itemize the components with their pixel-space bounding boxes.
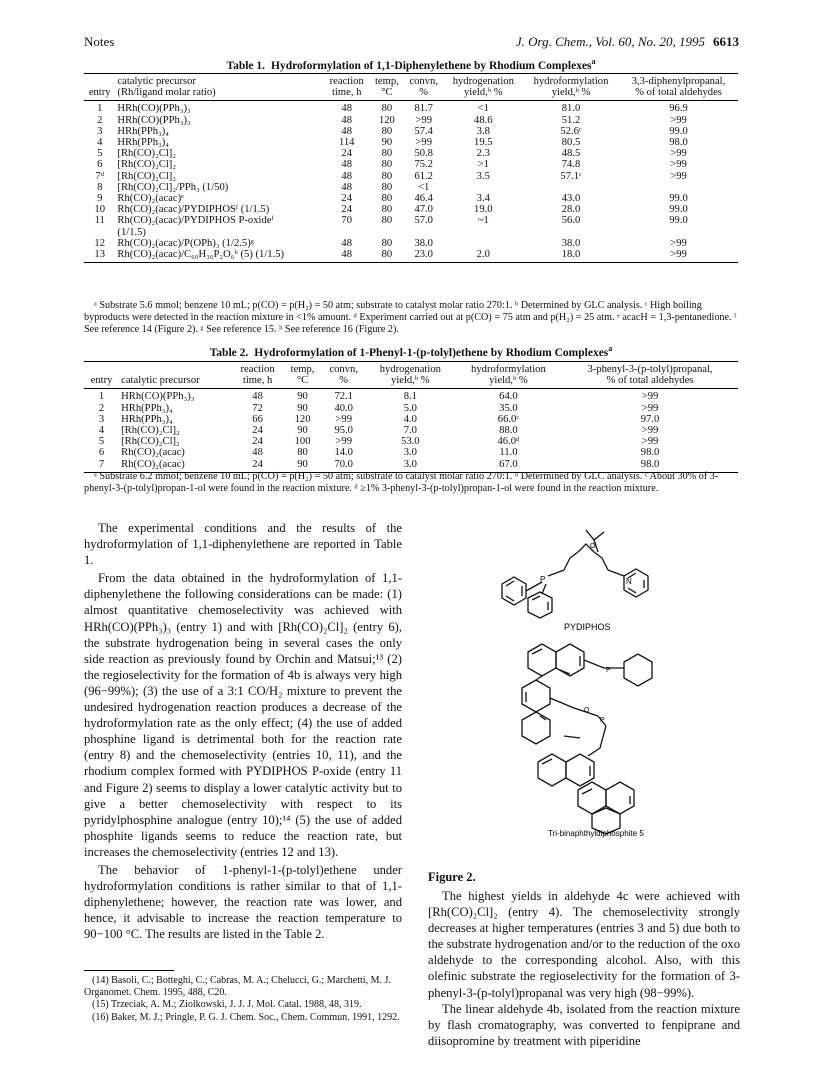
- table-cell: 88.0: [499, 425, 518, 437]
- table-cell: <1: [477, 103, 489, 115]
- table-cell: 70: [341, 215, 352, 227]
- column-header: °C: [370, 87, 404, 101]
- table1-header-top: [84, 74, 738, 88]
- table-cell: 6: [97, 159, 103, 171]
- table-cell: 57.1ᶜ: [560, 170, 582, 182]
- table-cell: 14.0: [334, 447, 353, 459]
- journal-citation: J. Org. Chem., Vol. 60, No. 20, 1995: [515, 34, 705, 49]
- table-cell: 81.0: [561, 103, 581, 115]
- column-header: yield,ᵇ %: [523, 87, 619, 101]
- table-cell: 2.3: [476, 148, 490, 160]
- table-cell: 6: [98, 447, 105, 459]
- table-cell: 97.0: [640, 413, 660, 425]
- table-cell: 80: [381, 193, 393, 205]
- table-cell: 114: [338, 137, 355, 149]
- column-header: yield,ᵇ %: [455, 375, 562, 389]
- column-header: time, h: [232, 375, 284, 389]
- table-cell: 8: [97, 181, 103, 193]
- table-cell: 120: [294, 413, 311, 425]
- table-cell: 7.0: [403, 425, 417, 437]
- table-row: [84, 101, 738, 115]
- table-row: [84, 171, 738, 182]
- column-header: 3,3-diphenylpropanal,: [619, 74, 738, 88]
- table-cell: Rh(CO)₂(acac): [119, 459, 231, 473]
- figure-2-structures: [428, 512, 740, 857]
- table-cell: 48: [341, 181, 352, 193]
- table-cell: 67.0: [455, 459, 562, 473]
- table-cell: 52.6ᶜ: [560, 125, 582, 137]
- pydiphos-structure: [502, 530, 648, 618]
- table-cell: 48: [252, 447, 263, 459]
- table-cell: >99: [415, 114, 432, 126]
- table-cell: 28.0: [561, 204, 581, 216]
- table-cell: 48: [341, 103, 352, 115]
- footnote-rule: [84, 970, 174, 971]
- table-cell: [Rh(CO)₂Cl]₂: [117, 148, 177, 160]
- table-cell: 48: [252, 391, 263, 403]
- table-cell: >99: [641, 391, 659, 403]
- table-cell: [Rh(CO)₂Cl]₂/PPh₃ (1/50): [117, 181, 229, 193]
- column-header: %: [322, 375, 366, 389]
- table-cell: 3.0: [403, 447, 417, 459]
- table1-title: [84, 57, 738, 72]
- table-row: [84, 425, 738, 436]
- table-cell: 3.5: [476, 170, 490, 182]
- table-row: [84, 182, 738, 193]
- table-cell: HRh(PPh₃)₄: [117, 125, 169, 137]
- table-cell: 80: [381, 181, 393, 193]
- table-cell: 66.0ᶜ: [497, 413, 520, 425]
- table-cell: <1: [418, 181, 430, 193]
- references: [84, 970, 402, 1024]
- column-header: hydroformylation: [455, 362, 562, 376]
- paragraph: The behavior of 1-phenyl-1-(p-tolyl)ethene under hydroformylation conditions is rather similar to that of 1,1-diphenylethene; however, the reaction rate was lower, and hence, it advisable to increase the reaction temperature to 90−100 °C. The results are listed in the Table 2.: [84, 862, 402, 942]
- table-cell: 47.0: [414, 204, 433, 216]
- table-cell: [444, 238, 523, 249]
- phosphorus-atom-label: P: [540, 575, 546, 584]
- column-header: yield,ᵇ %: [366, 375, 455, 389]
- table-cell: 13: [84, 249, 115, 263]
- column-header: yield,ᵇ %: [444, 87, 523, 101]
- table-row: [84, 215, 738, 226]
- table-cell: 7ᵈ: [95, 170, 104, 182]
- table-cell: [Rh(CO)₂Cl]₂: [121, 425, 180, 437]
- column-header: [119, 362, 231, 376]
- table-cell: [523, 227, 619, 238]
- table-row: [84, 249, 738, 263]
- table-row: [84, 204, 738, 215]
- table-cell: 24: [341, 193, 352, 205]
- table-cell: >99: [670, 159, 687, 171]
- table1-body: [84, 101, 738, 263]
- paragraph: The highest yields in aldehyde 4c were achieved with [Rh(CO)₂Cl]₂ (entry 4). The chemoselectivity strongly decreases at higher temperatures (entries 3 and 5) due both to the substrate hydrogenation and/or to the reduction of the oxo aldehyde to the corresponding alcohol. Also, with this olefinic substrate the regioselectivity for the formation of 3-phenyl-3-(p-tolyl)propanal was very high (98−99%).: [428, 889, 740, 1000]
- table-cell: 90: [284, 459, 322, 473]
- table1-footnote: ᵃ Substrate 5.6 mmol; benzene 10 mL; p(CO) = p(H₂) = 50 atm; substrate to catalyst molar ratio 270:1. ᵇ Determined by GLC analysis. ᶜ High boiling byproducts were detected in the reaction mixture in <1% amount. ᵈ Experiment carried out at p(CO) = 75 atm and p(H₂) = 25 atm. ᵉ acacH = 1,3-pentanedione. ᶠ See reference 14 (Figure 2). ᵍ See reference 15. ʰ See reference 16 (Figure 2).: [84, 300, 737, 335]
- table-cell: 64.0: [499, 391, 518, 403]
- table-cell: 1: [98, 391, 105, 403]
- table-cell: 24: [252, 436, 263, 448]
- table2-header-bottom: [84, 375, 738, 389]
- table-cell: 80: [381, 215, 393, 227]
- column-header: (Rh/ligand molar ratio): [115, 87, 323, 101]
- table-row: [84, 159, 738, 170]
- table-cell: 98.0: [640, 447, 660, 459]
- table-cell: 11: [94, 215, 105, 227]
- table1-header-bottom: [84, 87, 738, 101]
- table-cell: 81.7: [414, 103, 433, 115]
- table-cell: 46.4: [414, 193, 433, 205]
- column-header: hydroformylation: [523, 74, 619, 88]
- column-header: hydrogenation: [366, 362, 455, 376]
- phosphite-structure: [522, 644, 652, 834]
- table-cell: Rh(CO)₂(acac)ᵉ: [117, 193, 184, 205]
- table-cell: 51.2: [561, 114, 581, 126]
- table-cell: HRh(CO)(PPh₃)₃: [121, 391, 195, 403]
- paragraph: From the data obtained in the hydroformylation of 1,1-diphenylethene the following considerations can be made: (1) almost quantitative chemoselectivity was achieved with HRh(CO)(PPh₃)₃ (entry 1) and with [Rh(CO)₂Cl]₂ (entry 6), the substrate hydrogenation being in several cases the only side reaction as previously found by Orchin and Matsui;¹³ (2) the regioselectivity for the formation of 4b is always very high (96−99%); (3) the use of a 3:1 CO/H₂ mixture to prevent the undesired hydrogenation reaction produces a decrease of the hydroformylation rate as the only effect; (4) the use of added phosphine ligand is detrimental both for the reaction rate (entry 8) and the chemoselectivity (entries 10, 11), and the rhodium complex formed with PYDIPHOS P-oxide (entry 11 and Figure 2) seems to display a lower catalytic activity but to give a better chemoselectivity with respect to its pyridylphosphine analogue (entry 10);¹⁴ (5) the use of added phosphite ligands seems to reduce the reaction rate, but increases the chemoselectivity (entries 12 and 13).: [84, 571, 402, 859]
- table-row: [84, 403, 738, 414]
- table-cell: 48: [341, 170, 352, 182]
- table-cell: 80: [381, 125, 393, 137]
- reference-16: (16) Baker, M. J.; Pringle, P. G. J. Chem. Soc., Chem. Commun. 1991, 1292.: [92, 1011, 400, 1023]
- table-row: [84, 126, 738, 137]
- table-cell: 48: [341, 237, 352, 249]
- table-row: [84, 238, 738, 249]
- table-cell: 90: [297, 425, 308, 437]
- table-cell: 120: [378, 114, 395, 126]
- table-cell: [370, 227, 404, 238]
- table2-body: [84, 389, 738, 472]
- table-cell: 3: [97, 125, 103, 137]
- table2-title-sup: a: [608, 344, 613, 353]
- table-cell: Rh(CO)₂(acac)/PYDIPHOSᶠ (1/1.5): [117, 204, 270, 216]
- table-cell: 23.0: [404, 249, 444, 263]
- table-cell: HRh(PPh₃)₄: [121, 413, 173, 425]
- table1-title-text: Hydroformylation of 1,1-Diphenylethene by Rhodium Complexes: [271, 59, 592, 72]
- table-cell: [Rh(CO)₂Cl]₂: [121, 436, 180, 448]
- column-header: catalytic precursor: [115, 74, 323, 88]
- table-cell: 72.1: [334, 391, 353, 403]
- table-cell: 80: [370, 249, 404, 263]
- table-cell: 80: [381, 237, 393, 249]
- table-row: [84, 148, 738, 159]
- table-cell: 80: [381, 148, 393, 160]
- table-row: [84, 436, 738, 447]
- column-header: °C: [284, 375, 322, 389]
- table-cell: 50.8: [414, 148, 433, 160]
- table-cell: >1: [477, 159, 489, 171]
- table-cell: [84, 227, 115, 238]
- table-cell: >99: [335, 413, 352, 425]
- table2-title-text: Hydroformylation of 1-Phenyl-1-(p-tolyl)ethene by Rhodium Complexes: [254, 346, 609, 359]
- phosphite-label: Tri-binaphthyldiphosphite 5: [548, 829, 644, 838]
- table2: [84, 361, 738, 473]
- table-cell: 38.0: [414, 237, 433, 249]
- table-cell: 90: [297, 402, 308, 414]
- table-cell: 8.1: [403, 391, 417, 403]
- table-cell: 80: [381, 103, 393, 115]
- table-cell: 24: [341, 148, 352, 160]
- table-cell: 5: [98, 436, 105, 448]
- table-cell: 11.0: [499, 447, 518, 459]
- table2-header-top: [84, 362, 738, 376]
- table-cell: 12: [94, 237, 105, 249]
- table-cell: 72: [252, 402, 263, 414]
- table-cell: [619, 227, 738, 238]
- phosphite-o-label: O: [584, 707, 590, 714]
- table-row: [84, 227, 738, 238]
- table-cell: [Rh(CO)₂Cl]₂: [117, 170, 177, 182]
- figure-caption: Figure 2.: [428, 870, 476, 884]
- table-cell: [Rh(CO)₂Cl]₂: [117, 159, 177, 171]
- column-header: reaction: [232, 362, 284, 376]
- table-cell: 75.2: [414, 159, 433, 171]
- table-row: [84, 414, 738, 425]
- table-cell: 80: [381, 204, 393, 216]
- column-header: % of total aldehydes: [562, 375, 738, 389]
- oxygen-atom-label: O: [590, 543, 596, 550]
- table-cell: 24: [252, 425, 263, 437]
- pydiphos-label: PYDIPHOS: [564, 622, 611, 632]
- table-cell: 43.0: [561, 193, 581, 205]
- table-cell: 80: [381, 159, 393, 171]
- table-cell: [619, 182, 738, 193]
- table-cell: 96.9: [669, 103, 688, 115]
- table-row: [84, 115, 738, 126]
- table-cell: 48.6: [474, 114, 493, 126]
- table-cell: >99: [335, 436, 352, 448]
- running-head-journal: [516, 34, 739, 50]
- column-header: [84, 74, 115, 88]
- table-cell: >99: [670, 170, 687, 182]
- table-cell: 5.0: [403, 402, 417, 414]
- column-header: % of total aldehydes: [619, 87, 738, 101]
- table-cell: 100: [294, 436, 311, 448]
- table-cell: 48: [341, 159, 352, 171]
- table-cell: 7: [84, 459, 119, 473]
- table-cell: 74.8: [561, 159, 581, 171]
- page-number: 6613: [713, 34, 739, 49]
- table-cell: 40.0: [334, 402, 353, 414]
- table-cell: 80: [297, 447, 308, 459]
- table-cell: 80: [381, 170, 393, 182]
- table2-title: [84, 344, 738, 359]
- table-cell: 1: [97, 103, 103, 115]
- column-header: catalytic precursor: [119, 375, 231, 389]
- table2-footnotes: [84, 471, 738, 495]
- table-cell: 80.5: [561, 137, 581, 149]
- table-cell: Rh(CO)₂(acac)/PYDIPHOS P-oxideᶠ: [117, 215, 274, 227]
- table-cell: [404, 227, 444, 238]
- table-cell: 9: [97, 193, 103, 205]
- table-cell: [444, 227, 523, 238]
- column-header: temp,: [370, 74, 404, 88]
- table-row: [84, 447, 738, 458]
- table-cell: 38.0: [561, 237, 581, 249]
- table-cell: 53.0: [401, 436, 420, 448]
- table-cell: 3: [98, 413, 105, 425]
- table2-label: Table 2.: [209, 346, 249, 359]
- table-cell: HRh(CO)(PPh₃)₃: [117, 103, 191, 115]
- table-cell: 66: [252, 413, 263, 425]
- running-head-section: Notes: [84, 34, 115, 49]
- column-header: reaction: [323, 74, 369, 88]
- table-cell: 5: [97, 148, 103, 160]
- table-cell: 4: [98, 425, 105, 437]
- table-cell: 35.0: [499, 402, 518, 414]
- phosphite-p-label-bottom: P: [600, 717, 605, 724]
- column-header: time, h: [323, 87, 369, 101]
- table-cell: 48: [341, 125, 352, 137]
- reference-14: (14) Basoli, C.; Botteghi, C.; Cabras, M. A.; Chelucci, G.; Marchetti, M. J. Organomet. Chem. 1995, 488, C20.: [84, 975, 391, 999]
- column-header: [84, 362, 119, 376]
- table-cell: 4: [97, 137, 103, 149]
- table-cell: HRh(PPh₃)₄: [121, 402, 173, 414]
- table-cell: 48.5: [561, 148, 581, 160]
- table-cell: 56.0: [561, 215, 581, 227]
- table-cell: 46.0ᵈ: [497, 436, 520, 448]
- table-cell: 57.0: [414, 215, 433, 227]
- figure-2: [428, 512, 740, 857]
- table-cell: 19.0: [474, 204, 493, 216]
- column-header: entry: [84, 375, 119, 389]
- table-cell: 99.0: [669, 204, 688, 216]
- table-cell: 95.0: [334, 425, 353, 437]
- column-header: temp,: [284, 362, 322, 376]
- table-cell: >99: [670, 148, 687, 160]
- table-cell: 19.5: [474, 137, 493, 149]
- column-header: entry: [84, 87, 115, 101]
- table-cell: ~1: [477, 215, 489, 227]
- table-cell: >99: [641, 425, 659, 437]
- table-cell: >99: [641, 402, 659, 414]
- table-cell: 99.0: [669, 215, 688, 227]
- table1: [84, 73, 738, 263]
- body-text-left: [84, 520, 402, 944]
- table-row: [84, 137, 738, 148]
- column-header: hydrogenation: [444, 74, 523, 88]
- table-cell: HRh(CO)(PPh₃)₃: [117, 114, 191, 126]
- table-cell: (1/1.5): [117, 226, 146, 238]
- table-cell: >99: [670, 114, 687, 126]
- paragraph: The experimental conditions and the results of the hydroformylation of 1,1-diphenylethene are reported in Table 1.: [84, 521, 402, 568]
- table-cell: 10: [94, 204, 105, 216]
- table-cell: 61.2: [414, 170, 433, 182]
- column-header: 3-phenyl-3-(p-tolyl)propanal,: [562, 362, 738, 376]
- table-cell: 2.0: [444, 249, 523, 263]
- table-cell: 4.0: [403, 413, 417, 425]
- table-cell: 98.0: [562, 459, 738, 473]
- table-cell: 3.0: [366, 459, 455, 473]
- nitrogen-atom-label: N: [626, 577, 632, 586]
- table-cell: 24: [232, 459, 284, 473]
- reference-15: (15) Trzeciak, A. M.; Ziolkowski, J. J. J. Mol. Catal. 1988, 48, 319.: [92, 999, 362, 1011]
- table2-footnote: ᵃ Substrate 6.2 mmol; benzene 10 mL; p(CO) = p(H₂) = 50 atm; substrate to catalyst molar ratio 270:1. ᵇ Determined by GLC analysis. ᶜ About 30% of 3-phenyl-3-(p-tolyl)propan-1-ol were found in the reaction mixture. ᵈ ≥1% 3-phenyl-3-(p-tolyl)propan-1-ol were found in the reaction mixture.: [84, 471, 719, 494]
- column-header: convn,: [404, 74, 444, 88]
- table-cell: 48: [341, 114, 352, 126]
- table-cell: 24: [341, 204, 352, 216]
- table-cell: 99.0: [669, 193, 688, 205]
- table-row: [84, 389, 738, 403]
- table-row: [84, 193, 738, 204]
- table-cell: 48: [323, 249, 369, 263]
- table-cell: 2: [97, 114, 103, 126]
- table-cell: [523, 182, 619, 193]
- table-cell: 98.0: [669, 137, 688, 149]
- table-cell: 90: [381, 137, 393, 149]
- table-cell: HRh(PPh₃)₄: [117, 137, 169, 149]
- table-cell: 70.0: [322, 459, 366, 473]
- table-cell: >99: [641, 436, 659, 448]
- table-cell: 3.4: [476, 193, 490, 205]
- table-cell: Rh(CO)₂(acac)/P(OPh)₃ (1/2.5)ᵍ: [117, 237, 254, 249]
- table1-label: Table 1.: [226, 59, 266, 72]
- table1-title-sup: a: [591, 57, 596, 66]
- table-cell: >99: [670, 237, 687, 249]
- table-cell: 99.0: [669, 125, 688, 137]
- table1-footnotes: [84, 300, 738, 336]
- table-cell: 18.0: [523, 249, 619, 263]
- table-cell: [444, 182, 523, 193]
- table-cell: 90: [297, 391, 308, 403]
- table-cell: 3.8: [476, 125, 490, 137]
- table-cell: Rh(CO)₂(acac)/C₆₀H₃₆P₂O₆ʰ (5) (1/1.5): [115, 249, 323, 263]
- phosphite-p-label-top: P: [606, 667, 611, 674]
- column-header: convn,: [322, 362, 366, 376]
- table-cell: 57.4: [414, 125, 433, 137]
- table-cell: >99: [415, 137, 432, 149]
- paragraph: The linear aldehyde 4b, isolated from the reaction mixture by flash cromatography, was converted to fenpiprane and diisopromine by treatment with piperidine: [428, 1001, 740, 1048]
- table-cell: >99: [619, 249, 738, 263]
- table-cell: Rh(CO)₂(acac): [121, 447, 185, 459]
- table-cell: [323, 227, 369, 238]
- table-cell: 2: [98, 402, 105, 414]
- column-header: %: [404, 87, 444, 101]
- body-text-right: [428, 888, 740, 1049]
